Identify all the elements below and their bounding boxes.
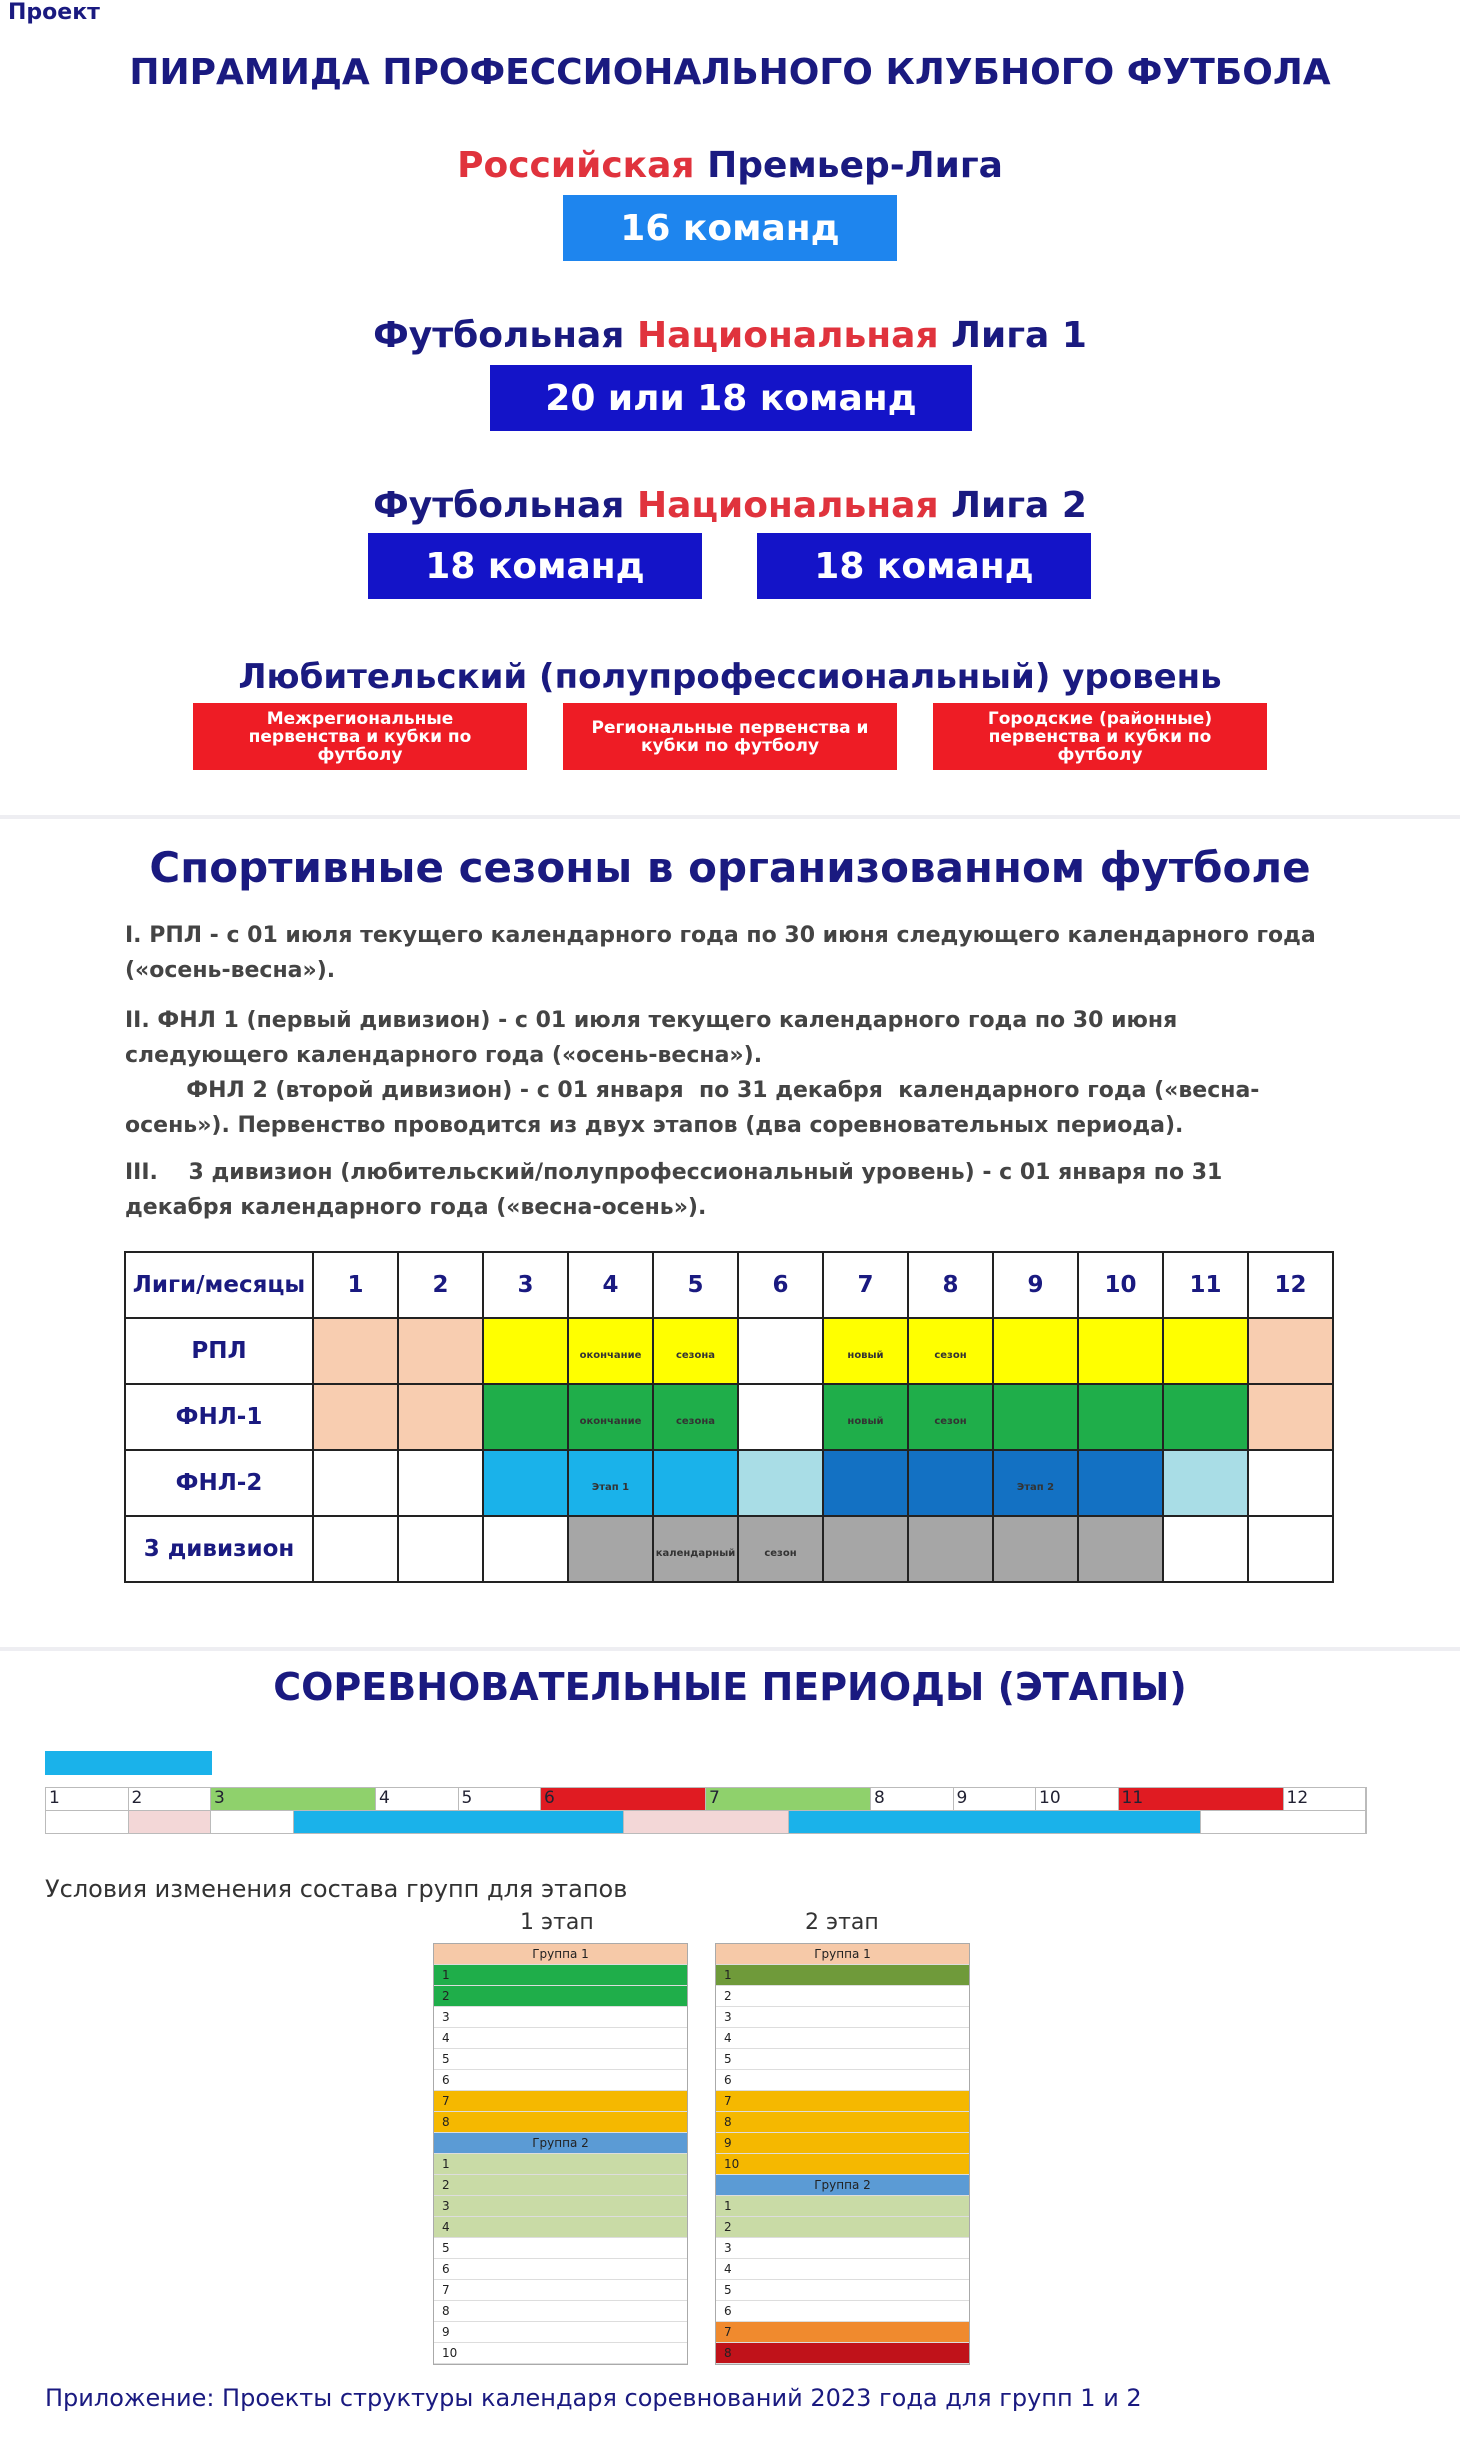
season-table-header (125, 1252, 1333, 1318)
season-month-cell (398, 1516, 483, 1582)
season-month-cell (313, 1450, 398, 1516)
month-cell: 6 (738, 1252, 823, 1318)
fnl1-name-red: Национальная (636, 315, 939, 356)
season-month-cell (483, 1450, 568, 1516)
group-row: 5 (434, 2049, 687, 2070)
month-cell: 10 (1078, 1252, 1163, 1318)
season-month-cell (568, 1384, 653, 1450)
group-row: 8 (434, 2301, 687, 2322)
season-row (125, 1318, 1333, 1384)
season-month-cell (993, 1450, 1078, 1516)
month-cell: 7 (823, 1252, 908, 1318)
amateur-box-interregional: Межрегиональные первенства и кубки по футболу (193, 703, 527, 770)
season-month-cell (823, 1384, 908, 1450)
season-month-cell (1248, 1318, 1333, 1384)
season-note: новый (847, 1416, 884, 1427)
season-note: Этап 1 (591, 1482, 630, 1493)
season-month-cell (568, 1318, 653, 1384)
fnl2-teams-left: 18 команд (368, 533, 702, 599)
season-row (125, 1450, 1333, 1516)
season-month-cell (653, 1516, 738, 1582)
season-item-fnl1: II. ФНЛ 1 (первый дивизион) - с 01 июля текущего календарного года по 30 июня следующего календарного года («осень-весна»). (125, 1008, 1178, 1068)
season-note: сезона (675, 1416, 716, 1427)
group-row: 7 (716, 2091, 969, 2112)
season-row (125, 1384, 1333, 1450)
conditions-label: Условия изменения состава групп для этапов (45, 1875, 628, 1903)
group-row: 4 (434, 2217, 687, 2238)
group-row: 5 (716, 2280, 969, 2301)
period-month-cell: 10 (1036, 1788, 1119, 1810)
group1-header: Группа 1 (716, 1944, 969, 1965)
season-note: новый (847, 1350, 884, 1361)
group-row: 1 (716, 1965, 969, 1986)
season-note: сезон (764, 1548, 797, 1559)
amateur-box-city: Городские (районные) первенства и кубки по футболу (933, 703, 1267, 770)
period-month-cell: 9 (954, 1788, 1037, 1810)
group-row: 1 (716, 2196, 969, 2217)
season-month-cell (398, 1450, 483, 1516)
season-month-cell (823, 1450, 908, 1516)
month-cell: 12 (1248, 1252, 1333, 1318)
season-note: сезон (934, 1416, 967, 1427)
project-label: Проект (8, 0, 100, 25)
month-cell: 5 (653, 1252, 738, 1318)
season-month-cell (908, 1450, 993, 1516)
stage2-label: 2 этап (805, 1910, 879, 1935)
group-row: 1 (434, 1965, 687, 1986)
month-cell: 2 (398, 1252, 483, 1318)
fnl2-name (0, 485, 1460, 526)
fnl2-name-b: Лига 2 (951, 485, 1087, 526)
period-month-cell: 1 (46, 1788, 129, 1810)
season-note: календарный (655, 1548, 736, 1559)
season-note: Этап 2 (1016, 1482, 1055, 1493)
season-month-cell (908, 1318, 993, 1384)
group-row: 10 (716, 2154, 969, 2175)
period-bars-strip (45, 1810, 1367, 1834)
season-month-cell (1078, 1516, 1163, 1582)
period-month-cell: 7 (706, 1788, 871, 1810)
month-cell: 3 (483, 1252, 568, 1318)
group2-header: Группа 2 (434, 2133, 687, 2154)
group2-header: Группа 2 (716, 2175, 969, 2196)
season-month-cell (738, 1384, 823, 1450)
stage1-label: 1 этап (520, 1910, 594, 1935)
season-month-cell (993, 1516, 1078, 1582)
season-table (124, 1251, 1334, 1583)
rpl-name-blue: Премьер-Лига (707, 145, 1003, 186)
group-row: 4 (434, 2028, 687, 2049)
season-month-cell (993, 1318, 1078, 1384)
season-month-cell (483, 1318, 568, 1384)
league-label: 3 дивизион (125, 1516, 313, 1582)
period-bar-segment (294, 1811, 624, 1833)
league-label: РПЛ (125, 1318, 313, 1384)
league-label: ФНЛ-2 (125, 1450, 313, 1516)
season-month-cell (313, 1516, 398, 1582)
season-month-cell (313, 1384, 398, 1450)
season-item-rpl: I. РПЛ - с 01 июля текущего календарного года по 30 июня следующего календарного года («осень-весна»). (125, 923, 1316, 983)
season-month-cell (908, 1516, 993, 1582)
season-month-cell (823, 1318, 908, 1384)
season-month-cell (823, 1516, 908, 1582)
season-month-cell (1248, 1450, 1333, 1516)
season-month-cell (1078, 1318, 1163, 1384)
group-row: 6 (716, 2070, 969, 2091)
period-bar-segment (211, 1811, 294, 1833)
group-row: 3 (716, 2238, 969, 2259)
season-month-cell (1078, 1450, 1163, 1516)
season-month-cell (1163, 1384, 1248, 1450)
period-month-cell: 12 (1284, 1788, 1367, 1810)
fnl1-name (0, 315, 1460, 356)
period-month-cell: 5 (459, 1788, 542, 1810)
season-month-cell (1078, 1384, 1163, 1450)
season-month-cell (1163, 1516, 1248, 1582)
period-month-cell: 8 (871, 1788, 954, 1810)
season-month-cell (568, 1516, 653, 1582)
period-month-cell: 3 (211, 1788, 376, 1810)
amateur-box-regional: Региональные первенства и кубки по футболу (563, 703, 897, 770)
season-month-cell (653, 1384, 738, 1450)
group-row: 3 (716, 2007, 969, 2028)
season-month-cell (738, 1450, 823, 1516)
group-row: 7 (434, 2091, 687, 2112)
group-row: 4 (716, 2028, 969, 2049)
fnl1-name-a: Футбольная (373, 315, 625, 356)
group-row: 7 (434, 2280, 687, 2301)
periods-title: СОРЕВНОВАТЕЛЬНЫЕ ПЕРИОДЫ (ЭТАПЫ) (273, 1665, 1187, 1709)
season-month-cell (483, 1384, 568, 1450)
fnl1-teams-box: 20 или 18 команд (490, 365, 972, 431)
amateur-title: Любительский (полупрофессиональный) уровень (238, 657, 1222, 697)
season-item-div3: III. 3 дивизион (любительский/полупрофессиональный уровень) - с 01 января по 31 декабря календарного года («весна-осень»). (125, 1160, 1231, 1220)
month-cell: 9 (993, 1252, 1078, 1318)
season-month-cell (1163, 1318, 1248, 1384)
rpl-name (0, 145, 1460, 186)
season-row (125, 1516, 1333, 1582)
group-row: 4 (716, 2259, 969, 2280)
month-cell: 1 (313, 1252, 398, 1318)
period-months-strip (45, 1787, 1367, 1811)
period-month-cell: 6 (541, 1788, 706, 1810)
group1-header: Группа 1 (434, 1944, 687, 1965)
divider-1 (0, 815, 1460, 819)
fnl2-teams-right: 18 команд (757, 533, 1091, 599)
period-bar-segment (624, 1811, 789, 1833)
pyramid-title: ПИРАМИДА ПРОФЕССИОНАЛЬНОГО КЛУБНОГО ФУТБОЛА (129, 52, 1331, 93)
period-month-cell: 2 (129, 1788, 212, 1810)
season-note: окончание (579, 1416, 642, 1427)
season-note: окончание (579, 1350, 642, 1361)
group-row: 10 (434, 2343, 687, 2364)
group-row: 8 (716, 2112, 969, 2133)
rpl-teams-box: 16 команд (563, 195, 897, 261)
group-row: 8 (716, 2343, 969, 2364)
season-month-cell (313, 1318, 398, 1384)
month-cell: 8 (908, 1252, 993, 1318)
season-month-cell (653, 1450, 738, 1516)
fnl2-name-red: Национальная (636, 485, 939, 526)
season-month-cell (568, 1450, 653, 1516)
season-month-cell (1248, 1516, 1333, 1582)
group-row: 6 (434, 2259, 687, 2280)
group-row: 3 (434, 2007, 687, 2028)
group-row: 6 (716, 2301, 969, 2322)
season-month-cell (993, 1384, 1078, 1450)
group-row: 9 (716, 2133, 969, 2154)
season-month-cell (1163, 1450, 1248, 1516)
appendix-note: Приложение: Проекты структуры календаря соревнований 2023 года для групп 1 и 2 (45, 2384, 1142, 2412)
period-bar-segment (46, 1811, 129, 1833)
group-row: 6 (434, 2070, 687, 2091)
group-row: 5 (434, 2238, 687, 2259)
season-month-cell (398, 1384, 483, 1450)
period-bar-segment (1201, 1811, 1366, 1833)
period-bar-segment (129, 1811, 212, 1833)
divider-2 (0, 1647, 1460, 1651)
group-row: 9 (434, 2322, 687, 2343)
group-row: 2 (434, 1986, 687, 2007)
group-row: 2 (434, 2175, 687, 2196)
period-legend-bar (45, 1751, 212, 1775)
period-bar-segment (789, 1811, 1202, 1833)
season-item-fnl2: ФНЛ 2 (второй дивизион) - с 01 января по 31 декабря календарного года («весна-осень»). Первенство проводится из двух этапов (два соревновательных периода). (125, 1078, 1260, 1138)
group-row: 2 (716, 2217, 969, 2238)
season-month-cell (483, 1516, 568, 1582)
stage1-groups (433, 1943, 688, 2365)
month-cell: 11 (1163, 1252, 1248, 1318)
group-row: 5 (716, 2049, 969, 2070)
period-month-cell: 11 (1119, 1788, 1284, 1810)
group-row: 8 (434, 2112, 687, 2133)
group-row: 2 (716, 1986, 969, 2007)
group-row: 3 (434, 2196, 687, 2217)
season-month-cell (738, 1516, 823, 1582)
fnl2-name-a: Футбольная (373, 485, 625, 526)
season-note: сезон (934, 1350, 967, 1361)
fnl1-name-b: Лига 1 (951, 315, 1087, 356)
season-month-cell (653, 1318, 738, 1384)
season-month-cell (398, 1318, 483, 1384)
league-label: ФНЛ-1 (125, 1384, 313, 1450)
month-cell: 4 (568, 1252, 653, 1318)
rpl-name-red: Российская (457, 145, 695, 186)
seasons-title: Спортивные сезоны в организованном футболе (149, 843, 1311, 892)
season-month-cell (738, 1318, 823, 1384)
season-month-cell (908, 1384, 993, 1450)
season-month-cell (1248, 1384, 1333, 1450)
period-month-cell: 4 (376, 1788, 459, 1810)
stage2-groups (715, 1943, 970, 2365)
season-note: сезона (675, 1350, 716, 1361)
group-row: 7 (716, 2322, 969, 2343)
header-cell: Лиги/месяцы (125, 1252, 313, 1318)
group-row: 1 (434, 2154, 687, 2175)
